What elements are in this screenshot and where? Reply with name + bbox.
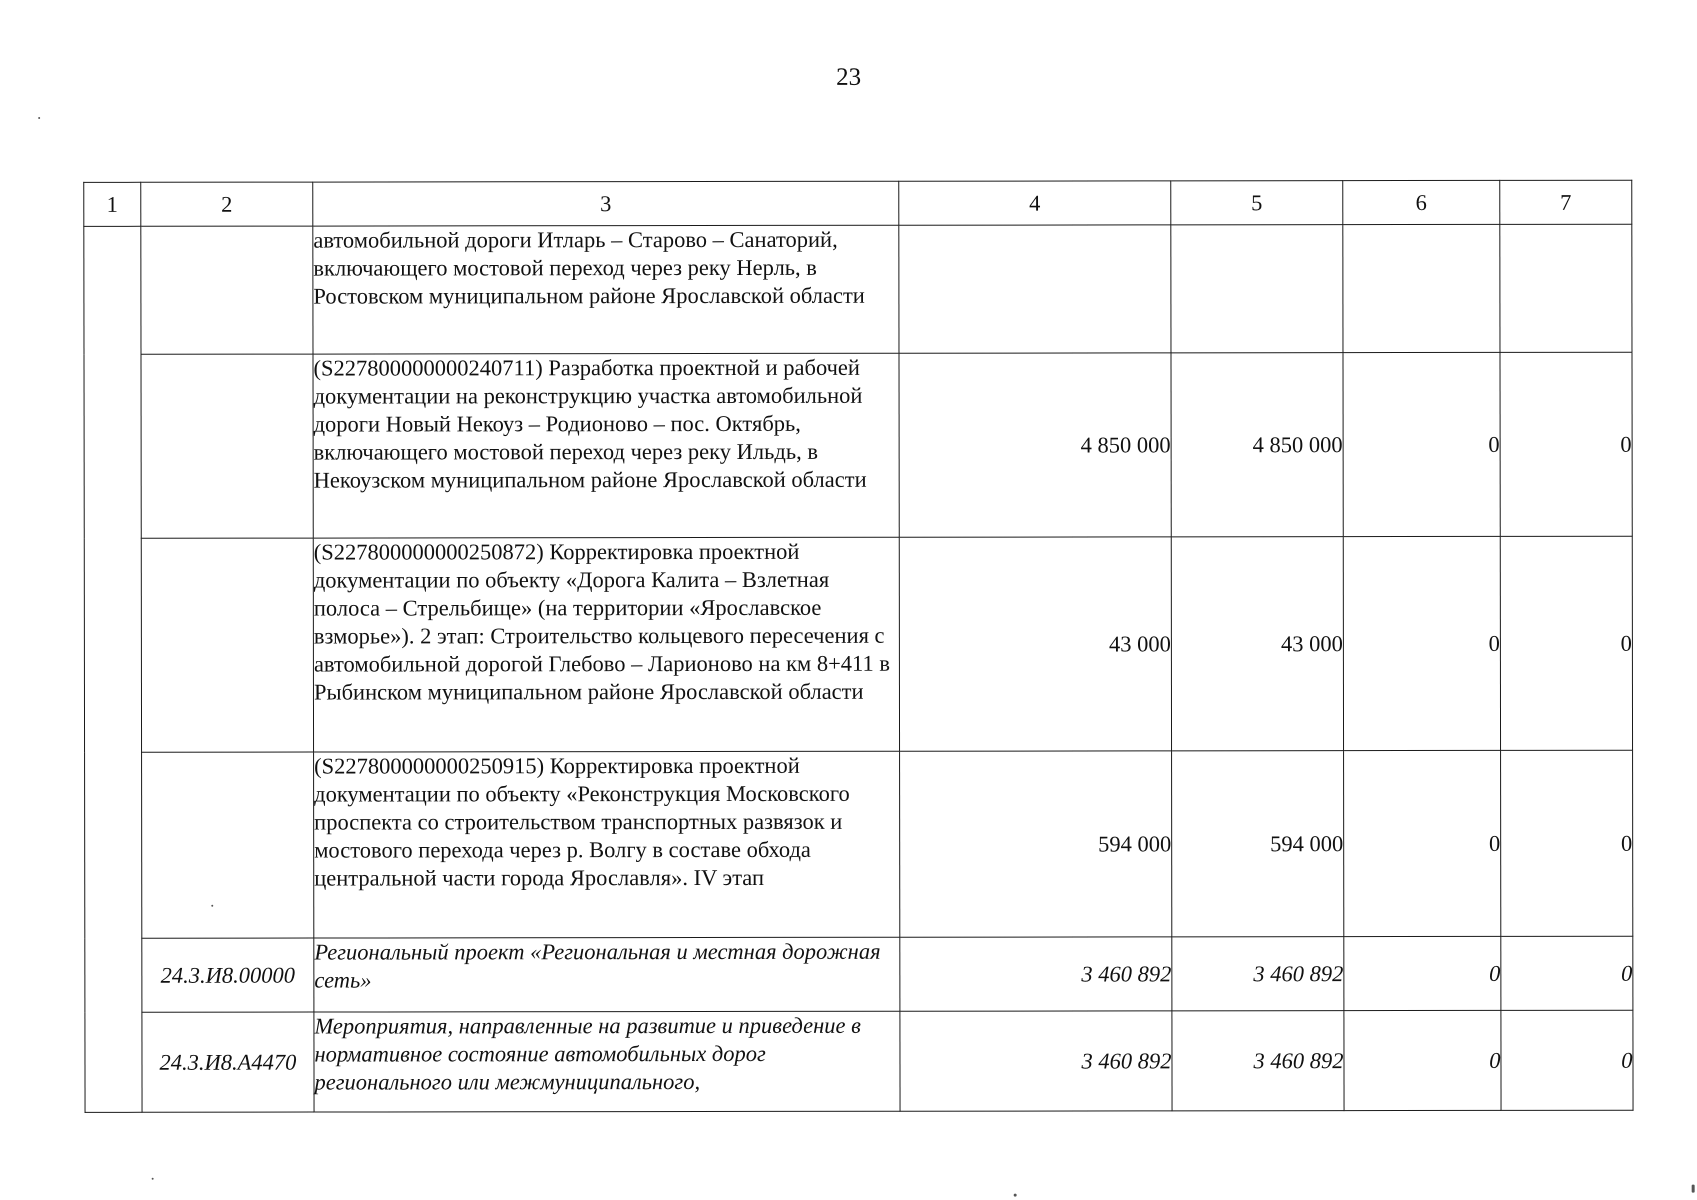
scan-speck — [211, 905, 213, 907]
row-col6-value: 0 — [1343, 536, 1500, 750]
row-col4-value: 43 000 — [899, 537, 1171, 751]
scan-speck — [152, 1178, 154, 1180]
row-col6-value: 0 — [1343, 352, 1500, 536]
column-header-3: 3 — [313, 181, 899, 226]
row-col5-value: 3 460 892 — [1172, 937, 1344, 1011]
row-col7-value — [1500, 224, 1632, 352]
row-col4-value: 3 460 892 — [900, 937, 1172, 1011]
row-description: (S227800000000250872) Корректировка проектной документации по объекту «Дорога Калита – Взлетная полоса – Стрельбище» (на территории «Ярославское взморье»). 2 этап: Строительство кольцевого пересечения с автомобильной дорогой Глебово – Ларионово на км 8+411 в Рыбинском муниципальном районе Ярославской области — [313, 537, 899, 752]
column-header-5: 5 — [1171, 181, 1343, 225]
table-row — [85, 936, 1633, 1012]
row-col4-value — [899, 225, 1171, 353]
row-col4-value: 3 460 892 — [900, 1011, 1172, 1111]
row-col6-value: 0 — [1344, 936, 1501, 1010]
column-header-7: 7 — [1500, 180, 1632, 224]
scan-speck — [1014, 1194, 1017, 1197]
row-col7-value: 0 — [1500, 536, 1632, 750]
row-code — [142, 752, 314, 938]
budget-table — [83, 180, 1633, 1113]
row-col5-value: 4 850 000 — [1171, 353, 1343, 537]
row-col6-value: 0 — [1344, 750, 1501, 936]
header-row — [84, 180, 1632, 226]
row-description: Мероприятия, направленные на развитие и приведение в нормативное состояние автомобильных дорог регионального или межмуниципального, — [314, 1011, 900, 1112]
row-code — [141, 354, 313, 538]
row-col4-value: 594 000 — [900, 751, 1172, 937]
row-col5-value: 43 000 — [1171, 537, 1343, 751]
column-header-6: 6 — [1343, 180, 1500, 224]
table-header — [84, 180, 1632, 226]
table-row — [84, 224, 1632, 354]
table-row — [84, 536, 1632, 752]
column-header-2: 2 — [141, 182, 313, 226]
row-code — [141, 226, 313, 354]
table-row — [85, 1010, 1633, 1112]
row-description: автомобильной дороги Итларь – Старово – Санаторий, включающего мостовой переход через реку Нерль, в Ростовском муниципальном районе Ярославской области — [313, 225, 899, 354]
table-row — [84, 352, 1632, 538]
row-col7-value: 0 — [1501, 936, 1633, 1010]
row-col6-value — [1343, 224, 1500, 352]
row-code — [141, 538, 313, 752]
scan-speck — [1692, 1185, 1695, 1193]
row-col5-value: 594 000 — [1172, 751, 1344, 937]
row-description: (S227800000000250915) Корректировка проектной документации по объекту «Реконструкция Московского проспекта со строительством транспортных развязок и мостового перехода через р. Волгу в составе обхода центральной части города Ярославля». IV этап — [314, 751, 900, 938]
row-col5-value — [1171, 225, 1343, 353]
row-code: 24.3.И8.А4470 — [142, 1012, 314, 1112]
row-col5-value: 3 460 892 — [1172, 1011, 1344, 1111]
row-col7-value: 0 — [1500, 352, 1632, 536]
row-description: Региональный проект «Региональная и местная дорожная сеть» — [314, 937, 900, 1012]
table-row — [85, 750, 1633, 938]
page-number: 23 — [836, 63, 862, 91]
row-col7-value: 0 — [1501, 750, 1633, 936]
table-body — [84, 224, 1633, 1112]
row-description: (S227800000000240711) Разработка проектной и рабочей документации на реконструкцию участка автомобильной дороги Новый Некоуз – Родионово – пос. Октябрь, включающего мостовой переход через реку Ильдь, в Некоузском муниципальном районе Ярославской области — [313, 353, 899, 538]
row-code: 24.3.И8.00000 — [142, 938, 314, 1012]
merged-cell-col1 — [84, 226, 142, 1112]
row-col7-value: 0 — [1501, 1010, 1633, 1110]
column-header-1: 1 — [84, 182, 141, 226]
row-col6-value: 0 — [1344, 1010, 1501, 1110]
scan-speck — [38, 117, 40, 119]
row-col4-value: 4 850 000 — [899, 353, 1171, 537]
column-header-4: 4 — [899, 181, 1171, 225]
